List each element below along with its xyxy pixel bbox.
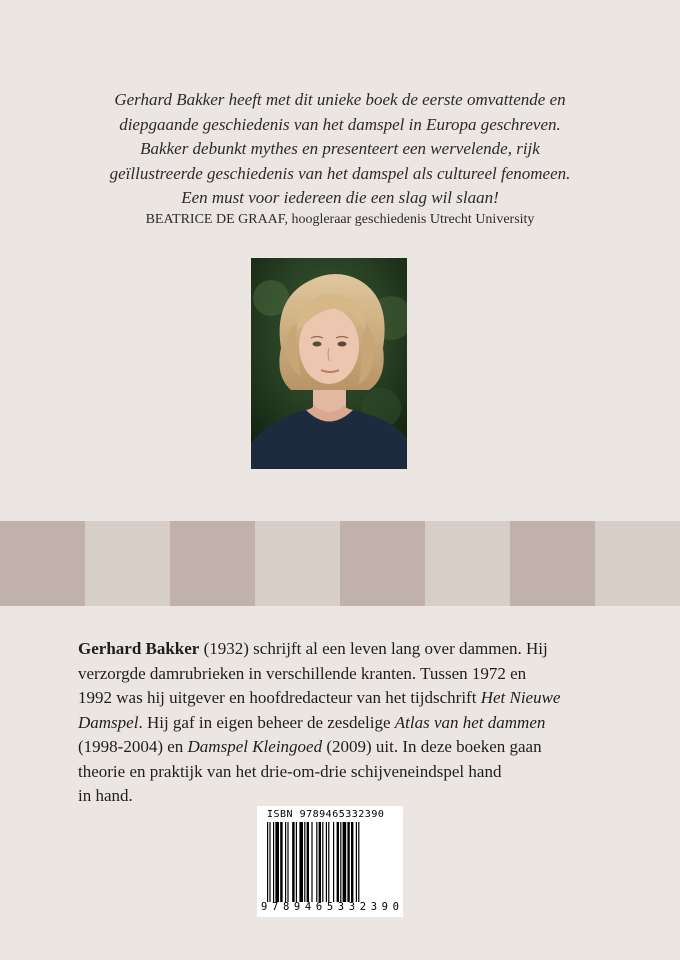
barcode-bar [343,822,347,902]
author-photo [251,258,407,469]
quote-attribution: BEATRICE DE GRAAF, hoogleraar geschiedenis Utrecht University [145,212,535,227]
stripe-square [255,521,340,606]
barcode-bar [358,822,359,902]
bio-line: 1992 was hij uitgever en hoofdredacteur van het tijdschrift Het Nieuwe [78,688,561,707]
blurb-quote [60,88,620,211]
barcode-bar [307,822,309,902]
barcode-bar [340,822,341,902]
quote-line: diepgaande geschiedenis van het damspel in Europa geschreven. [119,114,561,134]
barcode-bar [275,822,279,902]
portrait-image [251,258,407,469]
stripe-square [0,521,85,606]
stripe-square [85,521,170,606]
barcode-bar [296,822,297,902]
barcode-bar [319,822,321,902]
barcode-bar [328,822,329,902]
quote-line: Gerhard Bakker heeft met dit unieke boek de eerste omvattende en [114,90,566,109]
bio-line: Damspel. Hij gaf in eigen beheer de zesdelige Atlas van het dammen [78,712,546,732]
bio-line: (1998-2004) en Damspel Kleingoed (2009) uit. In deze boeken gaan [78,737,542,756]
barcode-bar [322,822,323,902]
bio-line: Gerhard Bakker (1932) schrijft al een leven lang over dammen. Hij [78,639,548,658]
barcode-bar [269,822,270,902]
barcode-bar [333,822,334,902]
barcode-bar [273,822,274,902]
barcode-bar [337,822,339,902]
barcode-bar [304,822,305,902]
isbn-label: ISBN 9789465332390 [267,809,385,820]
checker-stripe [0,521,680,606]
barcode-bar [267,822,268,902]
barcode-bars [267,822,393,902]
stripe-square [170,521,255,606]
barcode-bar [299,822,303,902]
author-name: Gerhard Bakker [78,639,200,658]
bio-line: verzorgde damrubrieken in verschillende kranten. Tussen 1972 en [78,663,527,683]
isbn-barcode [257,806,403,917]
barcode-bar [287,822,288,902]
barcode-bar [351,822,353,902]
barcode-bar [347,822,349,902]
stripe-square [510,521,595,606]
barcode-bar [285,822,286,902]
stripe-square [425,521,510,606]
bio-line: theorie en praktijk van het drie-om-drie schijveneindspel hand [78,761,502,781]
barcode-bar [311,822,312,902]
barcode-bar [316,822,317,902]
barcode-bar [280,822,282,902]
quote-line: Een must voor iedereen die een slag wil slaan! [181,188,499,207]
stripe-square [595,521,680,606]
isbn-digits: 9 7 8 9 4 6 5 3 3 2 3 9 0 [261,901,399,913]
barcode-bar [326,822,327,902]
quote-line: geïllustreerde geschiedenis van het damspel als cultureel fenomeen. [109,163,571,183]
quote-line: Bakker debunkt mythes en presenteert een wervelende, rijk [140,139,540,158]
bio-line: in hand. [78,786,133,805]
stripe-square [340,521,425,606]
barcode-bar [292,822,294,902]
author-bio [78,637,604,809]
barcode-bar [356,822,357,902]
